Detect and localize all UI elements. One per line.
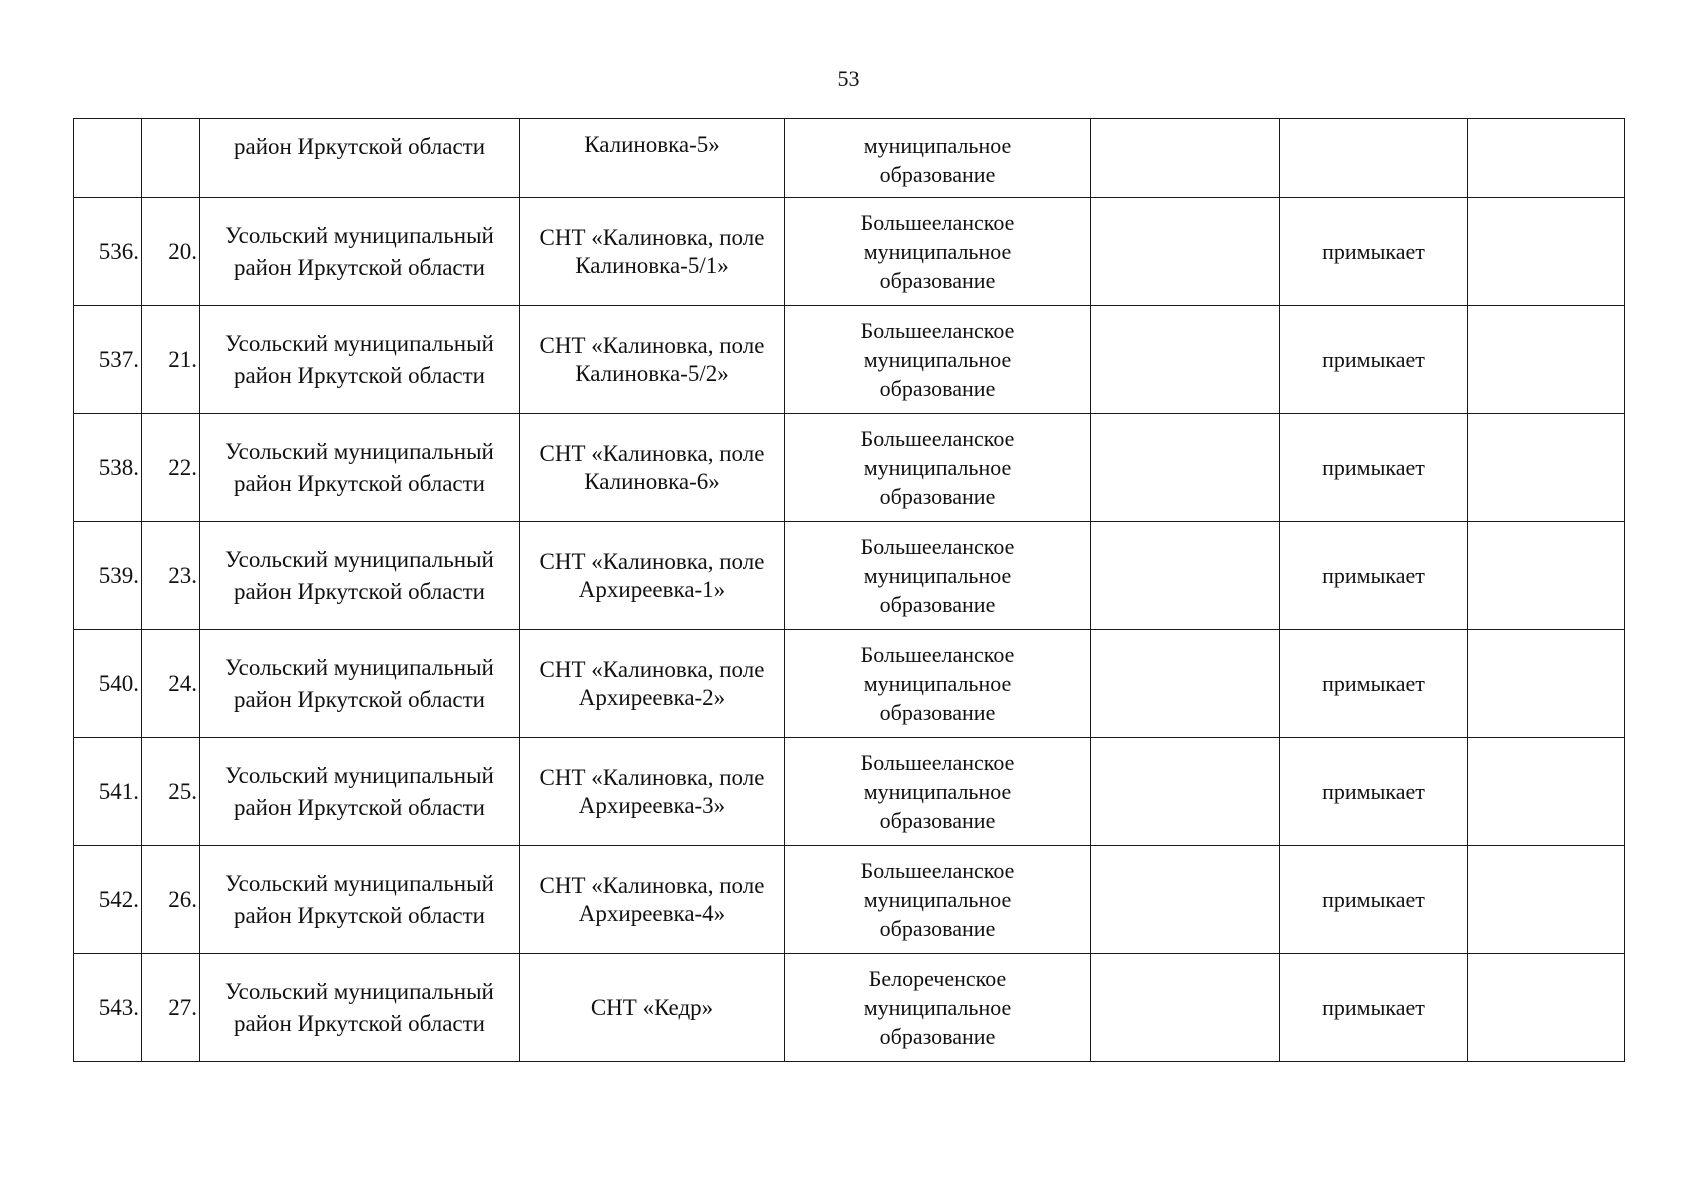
cell-district: Усольский муниципальный район Иркутской области xyxy=(200,522,520,630)
cell-col8 xyxy=(1468,846,1625,954)
cell-col8 xyxy=(1468,954,1625,1062)
page-number: 53 xyxy=(837,66,860,91)
cell-object: Калиновка-5» xyxy=(520,119,785,198)
cell-col6 xyxy=(1091,414,1280,522)
cell-col6 xyxy=(1091,198,1280,306)
cell-object: СНТ «Кедр» xyxy=(520,954,785,1062)
cell-index: 538. xyxy=(74,414,142,522)
cell-district: Усольский муниципальный район Иркутской области xyxy=(200,198,520,306)
cell-municipality: Большееланское муниципальное образование xyxy=(785,846,1091,954)
cell-sub-index: 27. xyxy=(142,954,200,1062)
table-row xyxy=(74,306,1625,414)
cell-col6 xyxy=(1091,846,1280,954)
table-row xyxy=(74,630,1625,738)
settlements-table xyxy=(73,118,1625,1062)
cell-district: район Иркутской области xyxy=(200,119,520,198)
cell-district: Усольский муниципальный район Иркутской области xyxy=(200,414,520,522)
cell-col6 xyxy=(1091,306,1280,414)
cell-sub-index: 25. xyxy=(142,738,200,846)
cell-municipality: муниципальное образование xyxy=(785,119,1091,198)
cell-municipality: Большееланское муниципальное образование xyxy=(785,738,1091,846)
cell-col8 xyxy=(1468,738,1625,846)
cell-object: СНТ «Калиновка, поле Архиреевка-2» xyxy=(520,630,785,738)
cell-district: Усольский муниципальный район Иркутской области xyxy=(200,954,520,1062)
cell-col8 xyxy=(1468,414,1625,522)
cell-status: примыкает xyxy=(1280,414,1468,522)
cell-status: примыкает xyxy=(1280,522,1468,630)
cell-col6 xyxy=(1091,522,1280,630)
cell-district: Усольский муниципальный район Иркутской области xyxy=(200,630,520,738)
cell-sub-index: 20. xyxy=(142,198,200,306)
table-row xyxy=(74,522,1625,630)
cell-col8 xyxy=(1468,630,1625,738)
cell-status: примыкает xyxy=(1280,306,1468,414)
cell-municipality: Белореченское муниципальное образование xyxy=(785,954,1091,1062)
cell-status: примыкает xyxy=(1280,198,1468,306)
table-row xyxy=(74,414,1625,522)
cell-col6 xyxy=(1091,954,1280,1062)
cell-col6 xyxy=(1091,738,1280,846)
cell-sub-index xyxy=(142,119,200,198)
cell-index: 539. xyxy=(74,522,142,630)
cell-object: СНТ «Калиновка, поле Калиновка-6» xyxy=(520,414,785,522)
cell-index: 542. xyxy=(74,846,142,954)
cell-index xyxy=(74,119,142,198)
cell-district: Усольский муниципальный район Иркутской области xyxy=(200,846,520,954)
cell-municipality: Большееланское муниципальное образование xyxy=(785,306,1091,414)
cell-object: СНТ «Калиновка, поле Архиреевка-4» xyxy=(520,846,785,954)
cell-district: Усольский муниципальный район Иркутской области xyxy=(200,738,520,846)
cell-sub-index: 26. xyxy=(142,846,200,954)
cell-status: примыкает xyxy=(1280,954,1468,1062)
cell-status: примыкает xyxy=(1280,846,1468,954)
cell-municipality: Большееланское муниципальное образование xyxy=(785,522,1091,630)
cell-sub-index: 23. xyxy=(142,522,200,630)
cell-status: примыкает xyxy=(1280,630,1468,738)
table-row xyxy=(74,198,1625,306)
cell-index: 541. xyxy=(74,738,142,846)
table-body xyxy=(74,119,1625,1062)
cell-object: СНТ «Калиновка, поле Калиновка-5/2» xyxy=(520,306,785,414)
cell-col6 xyxy=(1091,119,1280,198)
cell-sub-index: 21. xyxy=(142,306,200,414)
cell-object: СНТ «Калиновка, поле Калиновка-5/1» xyxy=(520,198,785,306)
cell-sub-index: 24. xyxy=(142,630,200,738)
cell-index: 537. xyxy=(74,306,142,414)
cell-index: 536. xyxy=(74,198,142,306)
cell-index: 543. xyxy=(74,954,142,1062)
cell-object: СНТ «Калиновка, поле Архиреевка-1» xyxy=(520,522,785,630)
table-row-continued xyxy=(74,119,1625,198)
table-row xyxy=(74,846,1625,954)
cell-municipality: Большееланское муниципальное образование xyxy=(785,630,1091,738)
cell-col8 xyxy=(1468,119,1625,198)
cell-col6 xyxy=(1091,630,1280,738)
cell-status: примыкает xyxy=(1280,738,1468,846)
cell-status xyxy=(1280,119,1468,198)
cell-municipality: Большееланское муниципальное образование xyxy=(785,414,1091,522)
table-row xyxy=(74,738,1625,846)
cell-col8 xyxy=(1468,198,1625,306)
cell-sub-index: 22. xyxy=(142,414,200,522)
cell-index: 540. xyxy=(74,630,142,738)
cell-object: СНТ «Калиновка, поле Архиреевка-3» xyxy=(520,738,785,846)
cell-col8 xyxy=(1468,306,1625,414)
cell-district: Усольский муниципальный район Иркутской области xyxy=(200,306,520,414)
cell-municipality: Большееланское муниципальное образование xyxy=(785,198,1091,306)
table-row xyxy=(74,954,1625,1062)
cell-col8 xyxy=(1468,522,1625,630)
